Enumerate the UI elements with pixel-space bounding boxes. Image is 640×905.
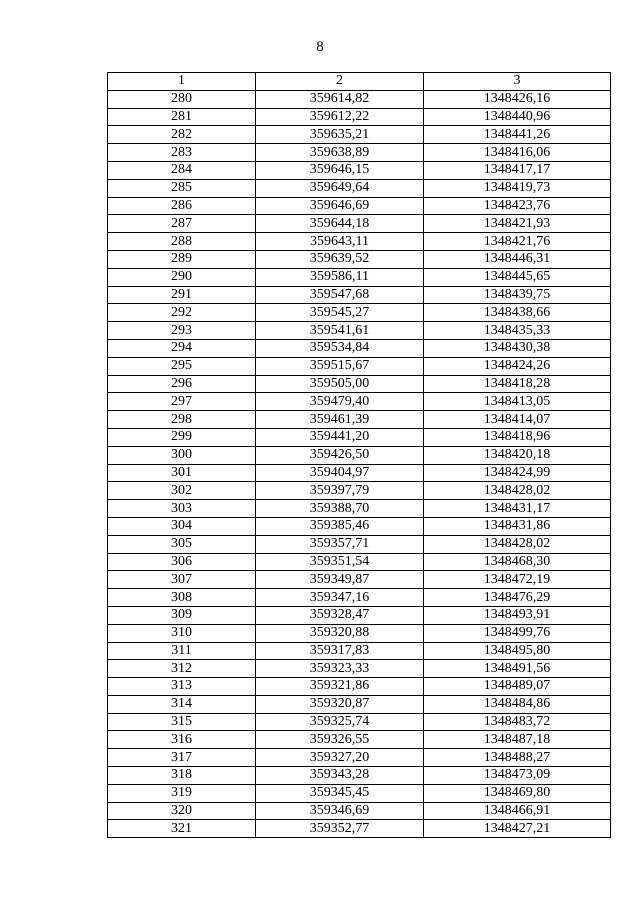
cell-y: 1348427,21 <box>424 820 611 838</box>
cell-y: 1348413,05 <box>424 393 611 411</box>
cell-point-number: 320 <box>108 802 256 820</box>
cell-y: 1348466,91 <box>424 802 611 820</box>
cell-point-number: 280 <box>108 90 256 108</box>
cell-y: 1348423,76 <box>424 197 611 215</box>
cell-x: 359326,55 <box>256 731 424 749</box>
cell-point-number: 308 <box>108 589 256 607</box>
table-row <box>108 339 611 357</box>
cell-x: 359586,11 <box>256 268 424 286</box>
cell-point-number: 294 <box>108 339 256 357</box>
column-header-y: 3 <box>424 73 611 91</box>
cell-point-number: 288 <box>108 233 256 251</box>
cell-x: 359404,97 <box>256 464 424 482</box>
cell-point-number: 286 <box>108 197 256 215</box>
cell-point-number: 283 <box>108 144 256 162</box>
table-row <box>108 535 611 553</box>
cell-point-number: 321 <box>108 820 256 838</box>
cell-point-number: 298 <box>108 411 256 429</box>
cell-x: 359426,50 <box>256 446 424 464</box>
cell-y: 1348426,16 <box>424 90 611 108</box>
cell-point-number: 319 <box>108 784 256 802</box>
cell-y: 1348441,26 <box>424 126 611 144</box>
cell-y: 1348417,17 <box>424 161 611 179</box>
cell-y: 1348431,17 <box>424 500 611 518</box>
cell-y: 1348424,26 <box>424 357 611 375</box>
cell-x: 359639,52 <box>256 250 424 268</box>
cell-x: 359646,69 <box>256 197 424 215</box>
cell-y: 1348499,76 <box>424 624 611 642</box>
cell-point-number: 287 <box>108 215 256 233</box>
cell-point-number: 300 <box>108 446 256 464</box>
cell-x: 359317,83 <box>256 642 424 660</box>
table-row <box>108 268 611 286</box>
table-row <box>108 126 611 144</box>
cell-y: 1348484,86 <box>424 695 611 713</box>
cell-y: 1348418,28 <box>424 375 611 393</box>
table-row <box>108 393 611 411</box>
cell-y: 1348495,80 <box>424 642 611 660</box>
table-row <box>108 802 611 820</box>
header-row <box>108 73 611 91</box>
table-row <box>108 553 611 571</box>
cell-point-number: 307 <box>108 571 256 589</box>
table-body <box>108 90 611 837</box>
table-row <box>108 571 611 589</box>
cell-point-number: 299 <box>108 428 256 446</box>
cell-x: 359547,68 <box>256 286 424 304</box>
cell-y: 1348440,96 <box>424 108 611 126</box>
table-row <box>108 215 611 233</box>
cell-y: 1348418,96 <box>424 428 611 446</box>
table-row <box>108 606 611 624</box>
cell-y: 1348428,02 <box>424 482 611 500</box>
cell-y: 1348414,07 <box>424 411 611 429</box>
cell-x: 359347,16 <box>256 589 424 607</box>
table-row <box>108 90 611 108</box>
cell-x: 359545,27 <box>256 304 424 322</box>
cell-x: 359349,87 <box>256 571 424 589</box>
cell-y: 1348469,80 <box>424 784 611 802</box>
column-header-x: 2 <box>256 73 424 91</box>
cell-point-number: 289 <box>108 250 256 268</box>
cell-x: 359388,70 <box>256 500 424 518</box>
table-row <box>108 286 611 304</box>
cell-y: 1348424,99 <box>424 464 611 482</box>
cell-point-number: 314 <box>108 695 256 713</box>
cell-y: 1348468,30 <box>424 553 611 571</box>
cell-x: 359351,54 <box>256 553 424 571</box>
cell-point-number: 305 <box>108 535 256 553</box>
cell-point-number: 309 <box>108 606 256 624</box>
cell-y: 1348488,27 <box>424 749 611 767</box>
table-row <box>108 589 611 607</box>
cell-x: 359479,40 <box>256 393 424 411</box>
table-row <box>108 624 611 642</box>
table-row <box>108 161 611 179</box>
cell-x: 359321,86 <box>256 678 424 696</box>
cell-y: 1348487,18 <box>424 731 611 749</box>
cell-y: 1348445,65 <box>424 268 611 286</box>
table-row <box>108 517 611 535</box>
cell-point-number: 313 <box>108 678 256 696</box>
cell-x: 359614,82 <box>256 90 424 108</box>
cell-point-number: 311 <box>108 642 256 660</box>
table-row <box>108 500 611 518</box>
cell-y: 1348493,91 <box>424 606 611 624</box>
cell-x: 359505,00 <box>256 375 424 393</box>
table-row <box>108 482 611 500</box>
table-row <box>108 322 611 340</box>
cell-x: 359534,84 <box>256 339 424 357</box>
cell-point-number: 290 <box>108 268 256 286</box>
cell-point-number: 315 <box>108 713 256 731</box>
cell-x: 359328,47 <box>256 606 424 624</box>
cell-point-number: 285 <box>108 179 256 197</box>
cell-x: 359323,33 <box>256 660 424 678</box>
column-header-point-number: 1 <box>108 73 256 91</box>
cell-x: 359320,87 <box>256 695 424 713</box>
cell-point-number: 284 <box>108 161 256 179</box>
cell-y: 1348416,06 <box>424 144 611 162</box>
coordinates-table <box>107 72 611 838</box>
cell-point-number: 302 <box>108 482 256 500</box>
table-row <box>108 784 611 802</box>
cell-point-number: 310 <box>108 624 256 642</box>
cell-point-number: 292 <box>108 304 256 322</box>
cell-y: 1348446,31 <box>424 250 611 268</box>
cell-x: 359638,89 <box>256 144 424 162</box>
cell-x: 359541,61 <box>256 322 424 340</box>
table-row <box>108 411 611 429</box>
table-row <box>108 713 611 731</box>
cell-point-number: 282 <box>108 126 256 144</box>
table-row <box>108 731 611 749</box>
cell-x: 359649,64 <box>256 179 424 197</box>
cell-point-number: 293 <box>108 322 256 340</box>
cell-x: 359646,15 <box>256 161 424 179</box>
cell-x: 359515,67 <box>256 357 424 375</box>
cell-x: 359635,21 <box>256 126 424 144</box>
table-row <box>108 695 611 713</box>
cell-y: 1348435,33 <box>424 322 611 340</box>
table-row <box>108 428 611 446</box>
cell-y: 1348430,38 <box>424 339 611 357</box>
cell-x: 359385,46 <box>256 517 424 535</box>
table-header <box>108 73 611 91</box>
cell-y: 1348472,19 <box>424 571 611 589</box>
cell-x: 359461,39 <box>256 411 424 429</box>
cell-point-number: 301 <box>108 464 256 482</box>
page-number: 8 <box>316 39 324 55</box>
cell-y: 1348489,07 <box>424 678 611 696</box>
cell-y: 1348491,56 <box>424 660 611 678</box>
cell-y: 1348438,66 <box>424 304 611 322</box>
cell-point-number: 281 <box>108 108 256 126</box>
cell-point-number: 303 <box>108 500 256 518</box>
table-row <box>108 250 611 268</box>
table-row <box>108 642 611 660</box>
cell-x: 359325,74 <box>256 713 424 731</box>
table-row <box>108 233 611 251</box>
cell-point-number: 316 <box>108 731 256 749</box>
cell-point-number: 295 <box>108 357 256 375</box>
cell-x: 359320,88 <box>256 624 424 642</box>
cell-y: 1348419,73 <box>424 179 611 197</box>
cell-y: 1348421,93 <box>424 215 611 233</box>
table-row <box>108 678 611 696</box>
cell-x: 359343,28 <box>256 767 424 785</box>
cell-x: 359397,79 <box>256 482 424 500</box>
cell-x: 359612,22 <box>256 108 424 126</box>
cell-y: 1348431,86 <box>424 517 611 535</box>
cell-x: 359357,71 <box>256 535 424 553</box>
cell-x: 359352,77 <box>256 820 424 838</box>
cell-y: 1348421,76 <box>424 233 611 251</box>
cell-point-number: 297 <box>108 393 256 411</box>
table-row <box>108 820 611 838</box>
cell-y: 1348428,02 <box>424 535 611 553</box>
cell-point-number: 306 <box>108 553 256 571</box>
cell-x: 359441,20 <box>256 428 424 446</box>
cell-y: 1348473,09 <box>424 767 611 785</box>
cell-point-number: 318 <box>108 767 256 785</box>
cell-point-number: 317 <box>108 749 256 767</box>
table-row <box>108 197 611 215</box>
cell-x: 359327,20 <box>256 749 424 767</box>
table-row <box>108 304 611 322</box>
cell-point-number: 304 <box>108 517 256 535</box>
cell-x: 359346,69 <box>256 802 424 820</box>
cell-x: 359345,45 <box>256 784 424 802</box>
table-row <box>108 767 611 785</box>
cell-x: 359643,11 <box>256 233 424 251</box>
table-row <box>108 144 611 162</box>
table-row <box>108 464 611 482</box>
table-row <box>108 357 611 375</box>
table-row <box>108 749 611 767</box>
table-row <box>108 375 611 393</box>
cell-y: 1348483,72 <box>424 713 611 731</box>
table-row <box>108 179 611 197</box>
cell-y: 1348476,29 <box>424 589 611 607</box>
cell-point-number: 296 <box>108 375 256 393</box>
cell-y: 1348439,75 <box>424 286 611 304</box>
table-row <box>108 660 611 678</box>
table-row <box>108 446 611 464</box>
cell-point-number: 291 <box>108 286 256 304</box>
table-row <box>108 108 611 126</box>
cell-x: 359644,18 <box>256 215 424 233</box>
cell-y: 1348420,18 <box>424 446 611 464</box>
cell-point-number: 312 <box>108 660 256 678</box>
